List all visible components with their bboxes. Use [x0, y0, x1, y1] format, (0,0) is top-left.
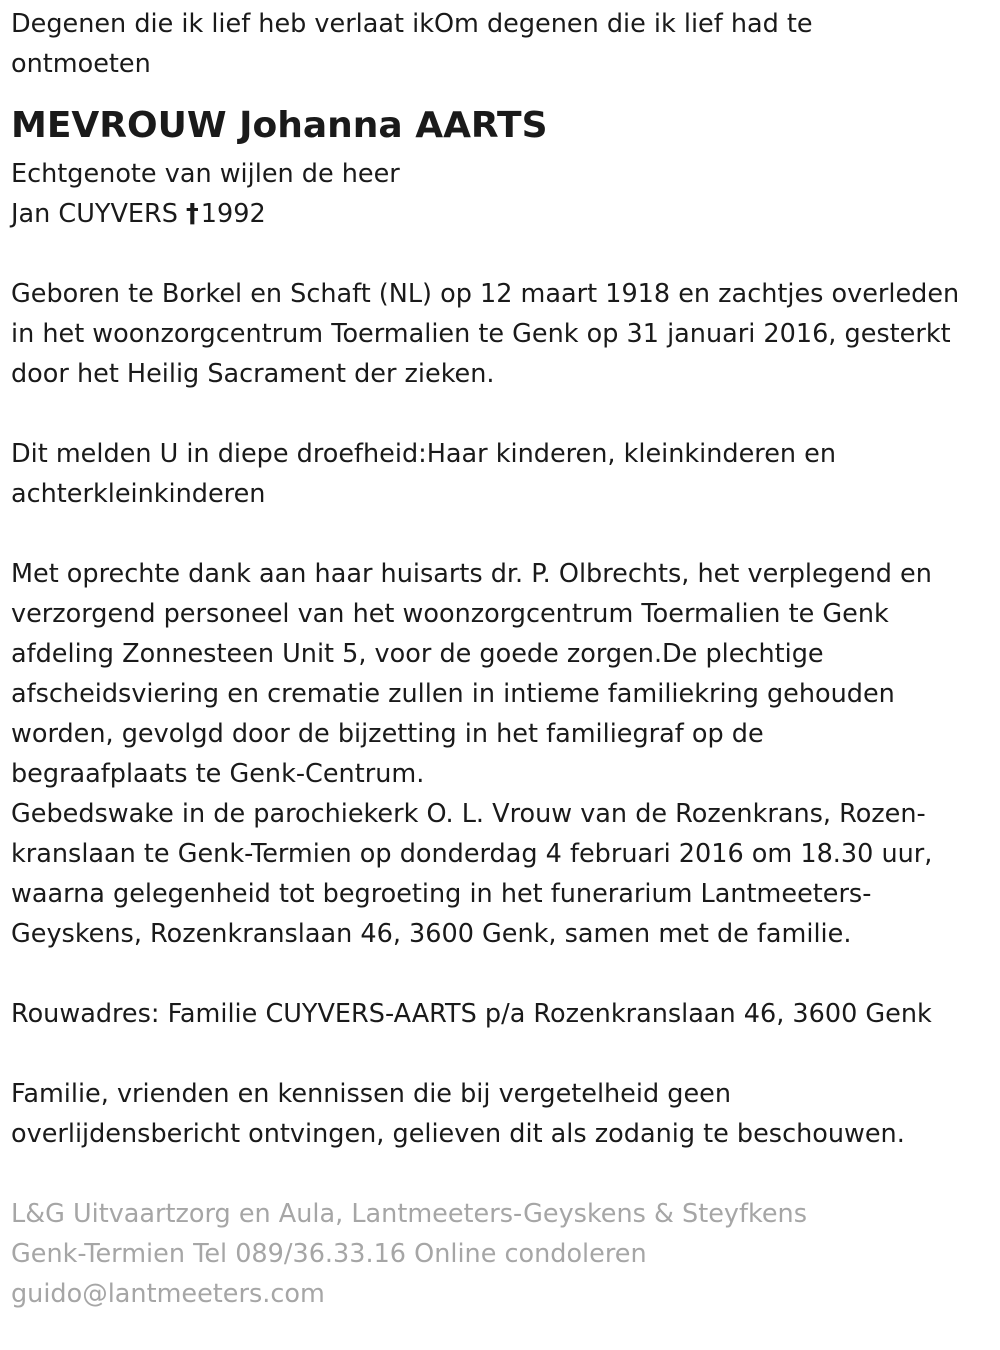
deceased-name: MEVROUW Johanna AARTS — [11, 105, 548, 146]
paragraph-line: afscheidsviering en crematie zullen in intieme familiekring gehouden — [11, 679, 895, 709]
paragraph-line: Met oprechte dank aan haar huisarts dr. P. Olbrechts, het verplegend en — [11, 559, 932, 589]
thanks-paragraph — [11, 554, 996, 954]
paragraph-line: verzorgend personeel van het woonzorgcentrum Toermalien te Genk — [11, 599, 889, 629]
paragraph-line: achterkleinkinderen — [11, 479, 266, 509]
motto — [11, 4, 996, 84]
paragraph-line: Geyskens, Rozenkranslaan 46, 3600 Genk, samen met de familie. — [11, 919, 852, 949]
footer-email: guido@lantmeeters.com — [11, 1279, 325, 1309]
announcement-paragraph — [11, 434, 996, 514]
paragraph-line: Dit melden U in diepe droefheid:Haar kinderen, kleinkinderen en — [11, 439, 837, 469]
obituary-notice — [11, 4, 996, 1314]
mourning-address: Rouwadres: Familie CUYVERS-AARTS p/a Rozenkranslaan 46, 3600 Genk — [11, 999, 932, 1029]
spouse-info — [11, 154, 996, 234]
cross-icon: † — [186, 199, 199, 229]
footer-line: Genk-Termien Tel 089/36.33.16 Online condoleren — [11, 1239, 647, 1269]
paragraph-line: afdeling Zonnesteen Unit 5, voor de goede zorgen.De plechtige — [11, 639, 824, 669]
birth-death-paragraph — [11, 274, 996, 394]
motto-line: ontmoeten — [11, 49, 151, 79]
paragraph-line: door het Heilig Sacrament der zieken. — [11, 359, 495, 389]
paragraph-line: kranslaan te Genk-Termien op donderdag 4 februari 2016 om 18.30 uur, — [11, 839, 933, 869]
paragraph-line: Geboren te Borkel en Schaft (NL) op 12 maart 1918 en zachtjes overleden — [11, 279, 960, 309]
paragraph-line: worden, gevolgd door de bijzetting in het familiegraf op de — [11, 719, 764, 749]
motto-line: Degenen die ik lief heb verlaat ikOm degenen die ik lief had te — [11, 9, 813, 39]
funeral-home-footer — [11, 1194, 996, 1314]
notice-paragraph — [11, 1074, 996, 1154]
footer-line: L&G Uitvaartzorg en Aula, Lantmeeters-Geyskens & Steyfkens — [11, 1199, 807, 1229]
paragraph-line: overlijdensbericht ontvingen, gelieven dit als zodanig te beschouwen. — [11, 1119, 905, 1149]
paragraph-line: Gebedswake in de parochiekerk O. L. Vrouw van de Rozenkrans, Rozen- — [11, 799, 926, 829]
paragraph-line: begraafplaats te Genk-Centrum. — [11, 759, 425, 789]
spouse-name: Jan CUYVERS — [11, 199, 178, 229]
spouse-line: Echtgenote van wijlen de heer — [11, 159, 400, 189]
paragraph-line: in het woonzorgcentrum Toermalien te Genk op 31 januari 2016, gesterkt — [11, 319, 951, 349]
paragraph-line: Familie, vrienden en kennissen die bij vergetelheid geen — [11, 1079, 731, 1109]
spouse-name-line — [11, 194, 996, 234]
spouse-death-year: 1992 — [200, 199, 266, 229]
paragraph-line: waarna gelegenheid tot begroeting in het funerarium Lantmeeters- — [11, 879, 872, 909]
